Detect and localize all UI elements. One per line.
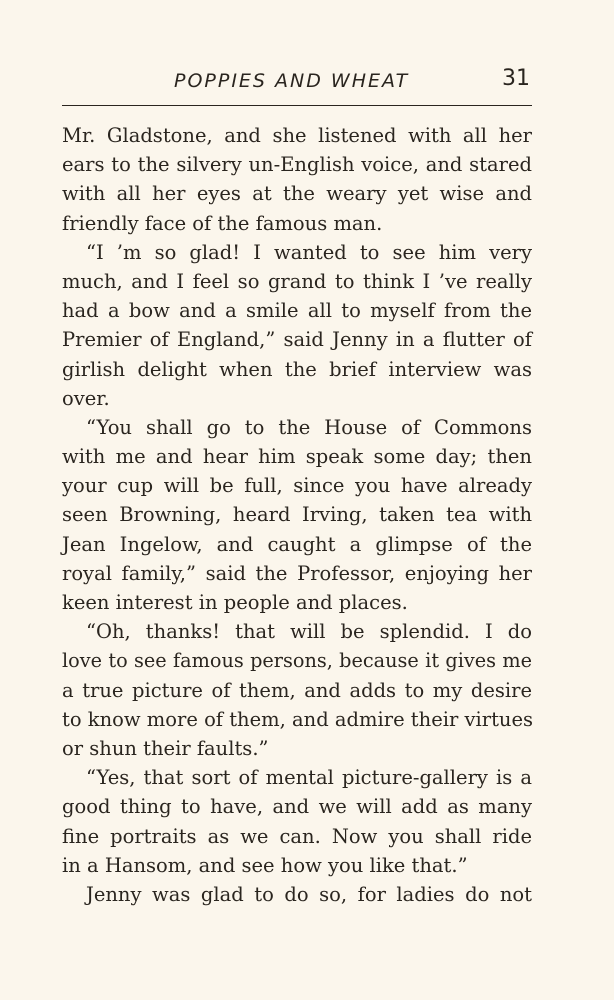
text-line: much, and I feel so grand to think I ’ve really [62, 269, 532, 293]
text-line: Premier of England,” said Jenny in a flutter of [62, 328, 532, 352]
text-line: “You shall go to the House of Commons [86, 415, 532, 439]
text-line: “Oh, thanks! that will be splendid. I do [86, 620, 532, 644]
text-line: or shun their faults.” [62, 736, 269, 760]
body-text [62, 121, 532, 909]
text-line: to know more of them, and admire their virtues [62, 707, 534, 731]
text-line: Jenny was glad to do so, for ladies do not [86, 882, 532, 906]
text-line: in a Hansom, and see how you like that.” [62, 853, 468, 877]
running-head [62, 64, 532, 100]
text-line: had a bow and a smile all to myself from the [62, 299, 532, 323]
text-line: Mr. Gladstone, and she listened with all her [62, 124, 532, 147]
text-line: royal family,” said the Professor, enjoying her [62, 561, 532, 585]
text-line: keen interest in people and places. [62, 591, 408, 614]
text-line: a true picture of them, and adds to my desire [62, 678, 532, 702]
page-number: 31 [502, 66, 530, 91]
text-line: with all her eyes at the weary yet wise and [62, 182, 532, 206]
text-line: ears to the silvery un-English voice, and stared [62, 153, 532, 177]
header-rule [62, 105, 532, 106]
running-head-title: POPPIES AND WHEAT [174, 70, 410, 92]
text-line: your cup will be full, since you have already [62, 474, 532, 498]
text-line: “Yes, that sort of mental picture-gallery is a [86, 766, 532, 790]
text-line: seen Browning, heard Irving, taken tea with [62, 503, 532, 527]
text-line: over. [62, 386, 110, 410]
text-line: girlish delight when the brief interview was [62, 357, 532, 381]
text-line: with me and hear him speak some day; then [62, 445, 532, 469]
text-line: love to see famous persons, because it gives me [62, 649, 532, 673]
text-line: Jean Ingelow, and caught a glimpse of the [62, 532, 532, 556]
text-line: good thing to have, and we will add as many [62, 795, 532, 819]
text-line: fine portraits as we can. Now you shall ride [62, 824, 532, 848]
text-line: “I ’m so glad! I wanted to see him very [86, 240, 532, 264]
text-line: friendly face of the famous man. [62, 211, 383, 235]
